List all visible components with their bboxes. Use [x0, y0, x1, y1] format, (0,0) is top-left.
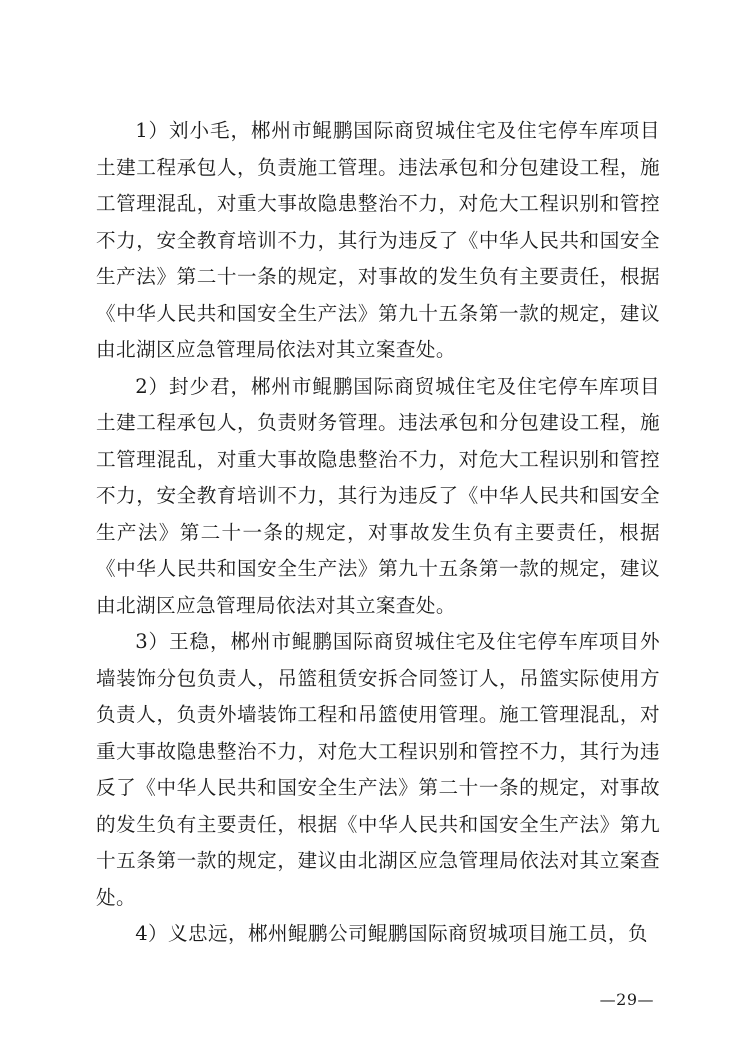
document-body	[96, 113, 660, 953]
page-number: —29—	[599, 990, 654, 1009]
paragraph-item-3: 3）王稳，郴州市鲲鹏国际商贸城住宅及住宅停车库项目外墙装饰分包负责人，吊篮租赁安拆合同签订人，吊篮实际使用方负责人，负责外墙装饰工程和吊篮使用管理。施工管理混乱，对重大事故隐患整治不力，对危大工程识别和管控不力，其行为违反了《中华人民共和国安全生产法》第二十一条的规定，对事故的发生负有主要责任，根据《中华人民共和国安全生产法》第九十五条第一款的规定，建议由北湖区应急管理局依法对其立案查处。	[96, 630, 660, 909]
paragraph-item-4: 4）义忠远，郴州鲲鹏公司鲲鹏国际商贸城项目施工员，负	[135, 922, 648, 945]
paragraph-item-2: 2）封少君，郴州市鲲鹏国际商贸城住宅及住宅停车库项目土建工程承包人，负责财务管理。违法承包和分包建设工程，施工管理混乱，对重大事故隐患整治不力，对危大工程识别和管控不力，安全教育培训不力，其行为违反了《中华人民共和国安全生产法》第二十一条的规定，对事故发生负有主要责任，根据《中华人民共和国安全生产法》第九十五条第一款的规定，建议由北湖区应急管理局依法对其立案查处。	[96, 374, 660, 617]
paragraph-item-1: 1）刘小毛，郴州市鲲鹏国际商贸城住宅及住宅停车库项目土建工程承包人，负责施工管理。违法承包和分包建设工程，施工管理混乱，对重大事故隐患整治不力，对危大工程识别和管控不力，安全教育培训不力，其行为违反了《中华人民共和国安全生产法》第二十一条的规定，对事故的发生负有主要责任，根据《中华人民共和国安全生产法》第九十五条第一款的规定，建议由北湖区应急管理局依法对其立案查处。	[96, 119, 660, 361]
